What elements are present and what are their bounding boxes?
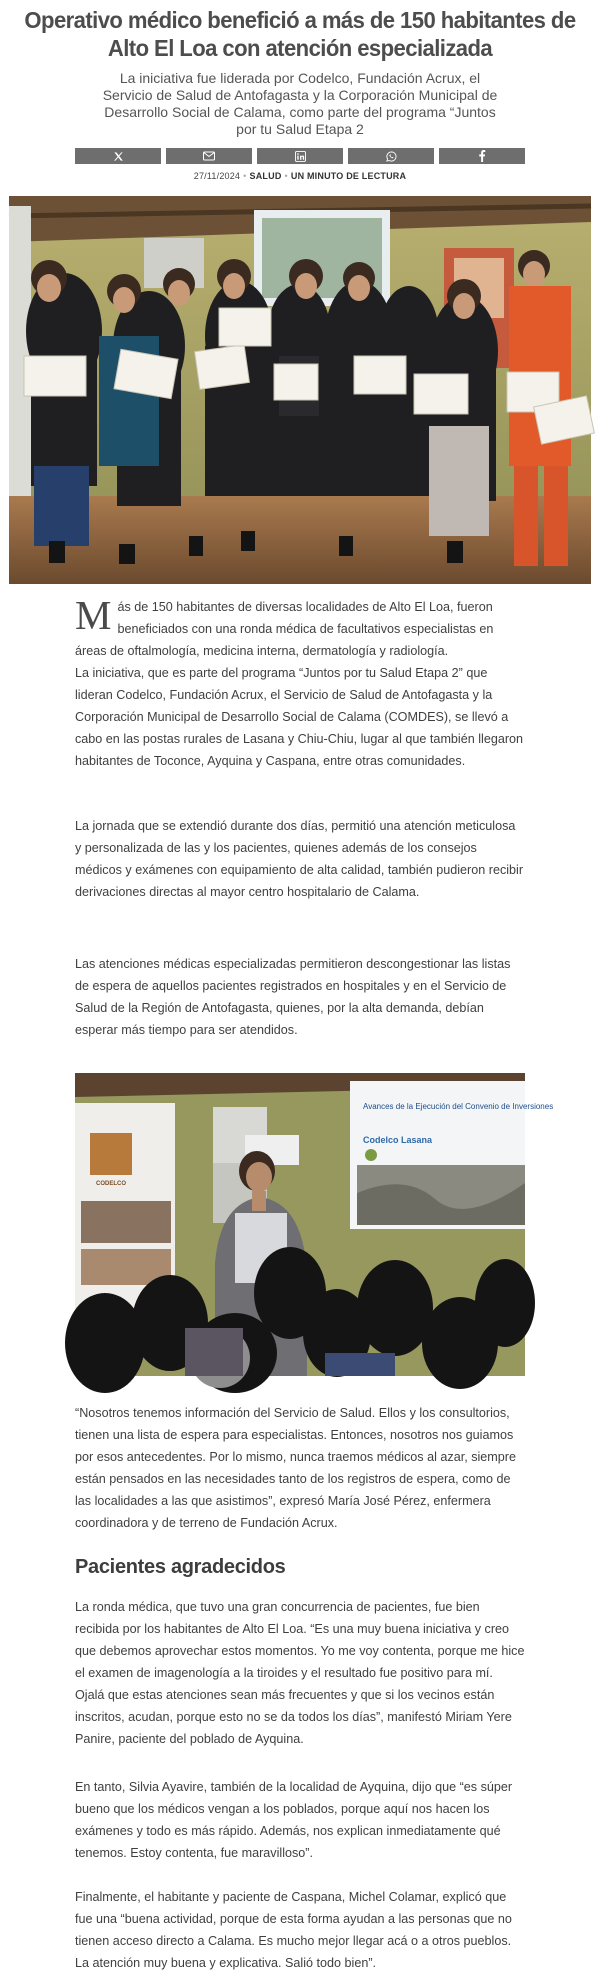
paragraph-4: “Nosotros tenemos información del Servicio de Salud. Ellos y los consultorios, tienen una lista de espera para especialistas. Entonces, nosotros nos guiamos por esos antecedentes. Por lo mismo, nunca traemos médicos al azar, siempre están pensados en las necesidades tanto de los registros de espera, como de las localidades a las que asistimos”, expresó María José Pérez, enfermera coordinadora y de terreno de Fundación Acrux. bbox=[75, 1406, 516, 1530]
share-facebook-button[interactable] bbox=[439, 148, 525, 164]
share-bar bbox=[75, 148, 525, 164]
x-logo-icon bbox=[113, 151, 124, 162]
envelope-icon bbox=[203, 151, 215, 161]
section-heading: Pacientes agradecidos bbox=[75, 1556, 286, 1578]
slide-subtitle: Codelco Lasana bbox=[363, 1135, 433, 1145]
facebook-icon bbox=[478, 150, 486, 162]
paragraph-3: Las atenciones médicas especializadas permitieron descongestionar las listas de espera de aquellos pacientes registrados en hospitales y en el Servicio de Salud de la Región de Antofagasta, quienes, por la alta demanda, debían esperar más tiempo para ser atendidos. bbox=[75, 957, 511, 1037]
article-meta: 27/11/2024 • SALUD • UN MINUTO DE LECTURA bbox=[193, 171, 407, 181]
article-category[interactable]: SALUD bbox=[249, 171, 282, 181]
share-x-button[interactable] bbox=[75, 148, 161, 164]
article-date: 27/11/2024 bbox=[193, 171, 241, 181]
paragraph-7: Finalmente, el habitante y paciente de Caspana, Michel Colamar, explicó que fue una “buena actividad, porque de esta forma ayudan a las personas que no tienen acceso directo a Calama. Es mucho mejor llegar acá o a otros pueblos. La atención muy buena y explicativa. Salió todo bien”. bbox=[75, 1890, 512, 1970]
article-subtitle: La iniciativa fue liderada por Codelco, Fundación Acrux, el Servicio de Salud de Antofagasta y la Corporación Municipal de Desarrollo Social de Calama, como parte del programa “Juntos por tu Salud Etapa 2 bbox=[102, 70, 498, 137]
article-title: Operativo médico benefició a más de 150 habitantes de Alto El Loa con atención especializada bbox=[24, 7, 576, 61]
paragraph-1-text: ás de 150 habitantes de diversas localidades de Alto El Loa, fueron beneficiados con una ronda médica de facultativos especialistas en áreas de oftalmología, medicina interna, dermatología y radiología. bbox=[75, 600, 494, 658]
dropcap: M bbox=[75, 592, 112, 638]
svg-text:Avances de la Ejecución del Co bbox=[363, 1102, 553, 1111]
slide-title: Avances de la Ejecución del Convenio de Inversiones bbox=[363, 1102, 554, 1111]
paragraph-1 bbox=[75, 592, 525, 772]
share-linkedin-button[interactable] bbox=[257, 148, 343, 164]
article-read-time: UN MINUTO DE LECTURA bbox=[290, 171, 407, 181]
share-email-button[interactable] bbox=[166, 148, 252, 164]
share-whatsapp-button[interactable] bbox=[348, 148, 434, 164]
paragraph-5: La ronda médica, que tuvo una gran concurrencia de pacientes, fue bien recibida por los habitantes de Alto El Loa. “Es una muy buena iniciativa y creo que debemos aprovechar estos momentos. Yo me voy contenta, porque me hice el examen de imagenología a la tiroides y el resultado fue positivo para mí. Ojalá que estas atenciones sean más frecuentes y que si los vecinos están inscritos, acudan, porque esto no se da todos los días”, manifestó Miriam Yere Panire, paciente del poblado de Ayquina. bbox=[75, 1600, 525, 1746]
whatsapp-icon bbox=[386, 151, 397, 162]
linkedin-icon bbox=[295, 151, 306, 162]
slide-logo-text: CODELCO bbox=[96, 1181, 126, 1187]
photo-speaker-presentation bbox=[75, 1073, 554, 1376]
paragraph-1b-text: La iniciativa, que es parte del programa “Juntos por tu Salud Etapa 2” que lideran Codelco, Fundación Acrux, el Servicio de Salud de Antofagasta y la Corporación Municipal de Desarrollo Social de Calama (COMDES), se llevó a cabo en las postas rurales de Lasana y Chiu-Chiu, lugar al que también llegaron habitantes de Toconce, Ayquina y Caspana, entre otras comunidades. bbox=[75, 666, 524, 768]
photo-group-certificates bbox=[9, 196, 591, 584]
paragraph-6: En tanto, Silvia Ayavire, también de la localidad de Ayquina, dijo que “es súper bueno que los médicos vengan a los poblados, porque aquí nos hacen los exámenes y todo es más rápido. Además, nos explican inmediatamente qué tenemos. Estoy contenta, fue maravilloso”. bbox=[75, 1780, 513, 1860]
paragraph-2: La jornada que se extendió durante dos días, permitió una atención meticulosa y personalizada de las y los pacientes, quienes además de los consejos médicos y exámenes con equipamiento de alta calidad, también pudieron recibir derivaciones directas al mayor centro hospitalario de Calama. bbox=[75, 819, 524, 899]
